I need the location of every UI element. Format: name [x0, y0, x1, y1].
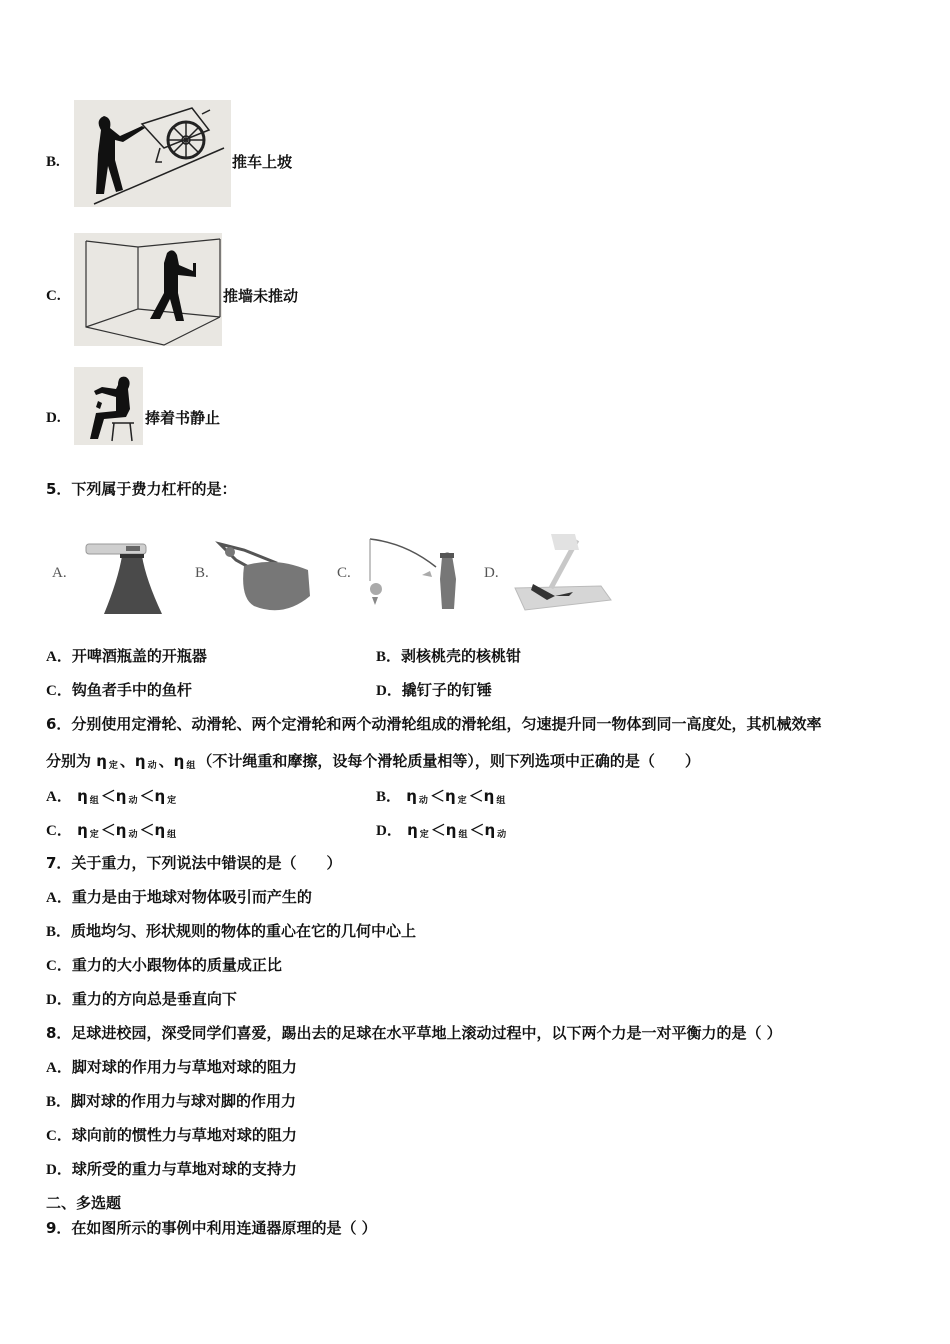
figure-fishing-rod: [366, 533, 476, 619]
q4-option-c-caption: 推墙未推动: [223, 287, 299, 305]
q6-b-sub1: 动: [418, 796, 428, 806]
q6-stem-line2: 分别为 η $_定$ 、η $_动$ 、η $_组$ （不计绳重和摩擦，设每个滑轮质量相等），则下列选项中正确的是（ ）: [46, 752, 700, 771]
q5-option-b[interactable]: [376, 647, 521, 666]
q6-option-b-label: B．: [376, 789, 402, 805]
q7-option-b[interactable]: [46, 922, 416, 941]
q7-stem: 7．关于重力，下列说法中错误的是（ ）: [46, 854, 342, 872]
q6-option-d-label: D．: [376, 823, 402, 839]
q7-option-c-label: C．: [46, 958, 72, 974]
q5-figure-label-c: C.: [337, 565, 351, 581]
bottle-opener-icon: [84, 540, 166, 616]
q8-option-c-text: 球向前的惯性力与草地对球的阻力: [71, 1126, 297, 1144]
q5-figure-label-b: B.: [195, 565, 209, 581]
q6-b-sub3: 组: [496, 796, 506, 806]
q7-option-d-label: D．: [46, 992, 72, 1008]
q6-sub-dong: 动: [147, 761, 157, 771]
q6-a-sub2: 动: [128, 796, 138, 806]
q9-stem: 9．在如图所示的事例中利用连通器原理的是（ ）: [46, 1219, 377, 1237]
q6-option-d[interactable]: D． η $_定$ ＜η $_组$ ＜η $_动$: [376, 821, 507, 840]
q6-d-sub3: 动: [497, 830, 507, 840]
q6-option-b[interactable]: B． η $_动$ ＜η $_定$ ＜η $_组$: [376, 787, 506, 806]
q5-option-d[interactable]: [376, 681, 492, 700]
q4-option-d-label: D.: [46, 410, 61, 426]
q5-option-d-label: D．: [376, 683, 402, 699]
figure-sitting-book: [74, 367, 143, 445]
person-pushing-cart-icon: [74, 100, 231, 207]
q7-option-d-text: 重力的方向总是垂直向下: [71, 990, 237, 1008]
q6-d-sub2: 组: [458, 830, 468, 840]
q7-option-b-text: 质地均匀、形状规则的物体的重心在它的几何中心上: [71, 922, 417, 940]
q8-option-b-label: B．: [46, 1094, 72, 1110]
q5-option-b-label: B．: [376, 649, 402, 665]
q6-a-sub3: 定: [167, 796, 177, 806]
q6-b-sub2: 定: [457, 796, 467, 806]
q7-option-c-text: 重力的大小跟物体的质量成正比: [71, 956, 282, 974]
q5-option-c-label: C．: [46, 683, 72, 699]
q6-option-c-label: C．: [46, 823, 72, 839]
claw-hammer-icon: [511, 530, 613, 614]
q5-option-a-text: 开啤酒瓶盖的开瓶器: [71, 647, 207, 665]
q7-option-d[interactable]: [46, 990, 237, 1009]
q5-option-c-text: 钩鱼者手中的鱼杆: [71, 681, 192, 699]
q5-option-c[interactable]: [46, 681, 192, 700]
q6-sub-ding: 定: [108, 761, 118, 771]
q6-d-sub1: 定: [419, 830, 429, 840]
q8-option-d-text: 球所受的重力与草地对球的支持力: [71, 1160, 297, 1178]
q6-c-sub3: 组: [167, 830, 177, 840]
q8-option-d[interactable]: [46, 1160, 297, 1179]
q4-option-c-label: C.: [46, 288, 61, 304]
q8-option-b-text: 脚对球的作用力与球对脚的作用力: [71, 1092, 297, 1110]
q5-option-a[interactable]: [46, 647, 207, 666]
figure-bottle-opener: [84, 540, 166, 616]
q6-stem-line1: 6．分别使用定滑轮、动滑轮、两个定滑轮和两个动滑轮组成的滑轮组，匀速提升同一物体到同一高度处，其机械效率: [46, 715, 822, 733]
q5-figure-label-a: A.: [52, 565, 67, 581]
q8-option-b[interactable]: [46, 1092, 296, 1111]
q8-option-c-label: C．: [46, 1128, 72, 1144]
q6-stem-prefix: 分别为 η: [46, 752, 107, 770]
q5-figure-label-d: D.: [484, 565, 499, 581]
fishing-rod-icon: [366, 533, 476, 619]
figure-nutcracker: [214, 540, 314, 620]
q5-stem: 5．下列属于费力杠杆的是：: [46, 480, 237, 498]
q6-sub-zu: 组: [186, 761, 196, 771]
q5-option-b-text: 剥核桃壳的核桃钳: [401, 647, 522, 665]
q7-option-a[interactable]: [46, 888, 312, 907]
person-pushing-wall-icon: [74, 233, 222, 346]
q8-option-a-text: 脚对球的作用力与草地对球的阻力: [71, 1058, 297, 1076]
q4-option-b-label: B.: [46, 154, 60, 170]
person-sitting-icon: [74, 367, 143, 445]
q6-stem-suffix: （不计绳重和摩擦，设每个滑轮质量相等），则下列选项中正确的是（ ）: [197, 752, 700, 770]
q5-option-d-text: 撬钉子的钉锤: [401, 681, 492, 699]
q8-option-d-label: D．: [46, 1162, 72, 1178]
section-title-multiple-choice: 二、多选题: [46, 1194, 122, 1212]
q6-option-a-label: A．: [46, 789, 72, 805]
q8-option-a[interactable]: [46, 1058, 297, 1077]
q6-c-sub2: 动: [128, 830, 138, 840]
q6-option-c[interactable]: C． η $_定$ ＜η $_动$ ＜η $_组$: [46, 821, 177, 840]
q6-a-sub1: 组: [89, 796, 99, 806]
q6-option-a[interactable]: A． η $_组$ ＜η $_动$ ＜η $_定$: [46, 787, 177, 806]
q7-option-a-label: A．: [46, 890, 72, 906]
q7-option-c[interactable]: [46, 956, 282, 975]
figure-cart-uphill: [74, 100, 231, 207]
q5-option-a-label: A．: [46, 649, 72, 665]
nutcracker-icon: [214, 540, 314, 620]
q7-option-a-text: 重力是由于地球对物体吸引而产生的: [71, 888, 312, 906]
q8-option-a-label: A．: [46, 1060, 72, 1076]
q8-option-c[interactable]: [46, 1126, 297, 1145]
q4-option-d-caption: 捧着书静止: [145, 409, 221, 427]
q6-c-sub1: 定: [89, 830, 99, 840]
figure-push-wall: [74, 233, 222, 346]
q8-stem: 8．足球进校园，深受同学们喜爱，踢出去的足球在水平草地上滚动过程中，以下两个力是一对平衡力的是（ ）: [46, 1024, 782, 1042]
figure-claw-hammer: [511, 530, 613, 614]
q7-option-b-label: B．: [46, 924, 72, 940]
q4-option-b-caption: 推车上坡: [232, 153, 293, 171]
